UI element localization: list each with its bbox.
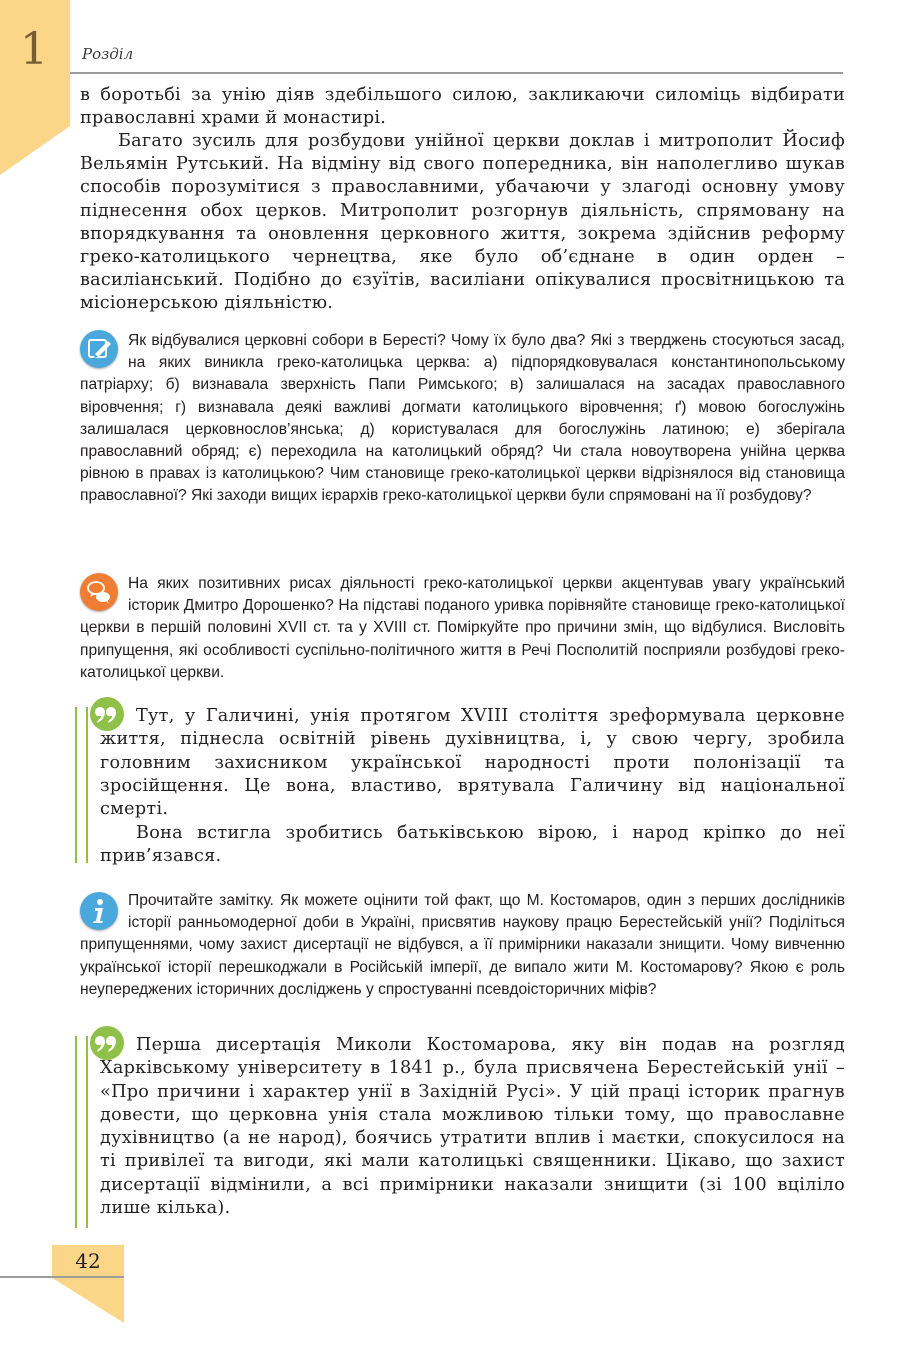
body-paragraph: в боротьбі за унію діяв здебільшого силою, закликаючи силоміць відбирати православні храми й монастирі. xyxy=(80,85,845,129)
quote-paragraph xyxy=(100,705,845,821)
quote-paragraph xyxy=(100,1034,845,1220)
task-text: Як відбувалися церковні собори в Бересті? Чому їх було два? Які з тверджень стосуються засад, на яких виникла греко-католицька церква: а) підпорядковувалася константинопольському патріарху; б) визнавала зверхність Папи Римського; в) залишалася на засадах православного віровчення; г) визнавала деякі важливі догмати католицького віровчення; ґ) мовою богослужінь залишалася церковнослов’янська; д) користувалася для богослужінь латиною; е) зберігала православний обряд; є) переходила на католицький обряд? Чи стала новоутворена унійна церква рівною в правах із католицькою? Чим становище греко-католицької церкви відрізнялося від становища православної? Які заходи вищих ієрархів греко-католицької церкви були спрямовані на її розбудову? xyxy=(80,332,845,505)
section-label: Розділ xyxy=(82,45,134,63)
body-paragraph: Багато зусиль для розбудови унійної церкви доклав і митрополит Йосиф Вельямін Рутський. На відміну від свого попередника, він наполегливо шукав способів порозумітися з православними, убачаючи у злагоді основну умову піднесення обох церков. Митрополит розгорнув діяльність, спрямовану на впорядкування та оновлення церковного життя, зокрема здійснив реформу греко-католицького чернецтва, яке було об’єднане в один орден – василіанський. Подібно до єзуїтів, василіани опікувалися просвітницькою та місіонерською діяльністю. xyxy=(80,131,845,314)
quote-text: Перша дисертація Миколи Костомарова, яку він подав на розгляд Харківському університету в 1841 р., була присвячена Берестейській унії – «Про причини і характер унії в Західній Русі». У цій праці історик прагнув довести, що церковна унія стала можливою тільки тому, що православне духівництво (а не народ), боячись утратити вплив і маєтки, спокусилося на ті привілеї та вигоди, які мали католицькі священники. Цікаво, що захист дисертації відмінили, а всі примірники наказали знищити (зі 100 вціліло лише кілька). xyxy=(100,1035,845,1219)
footer-rule xyxy=(0,1276,124,1278)
task-text: Прочитайте замітку. Як можете оцінити той факт, що М. Костомаров, один з перших дослідників історії ранньомодерної доби в Україні, присвятив наукову працю Берестейській унії? Поділіться припущеннями, чому захист дисертації не відбувся, а її примірники наказали знищити. Чому вивченню української історії перешкоджали в Російській імперії, де випало жити М. Костомарову? Якою є роль неупереджених історичних досліджень у спростуванні псевдоісторичних міфів? xyxy=(80,892,845,998)
task-text: На яких позитивних рисах діяльності греко-католицької церкви акцентував увагу український історик Дмитро Дорошенко? На підставі поданого уривка порівняйте становище греко-католицької церкви в першій половині XVII ст. та у XVIII ст. Поміркуйте про причини змін, що відбулися. Висловіть припущення, які особливості суспільно-політичного життя в Речі Посполитій посприяли розбудові греко-католицької церкви. xyxy=(80,575,845,681)
quote-paragraph: Вона встигла зробитись батьківською вірою, і народ кріпко до неї прив’язався. xyxy=(100,823,845,867)
quote-text: Тут, у Галичині, унія протягом XVIII століття зреформувала церковне життя, піднесла освітній рівень духівництва, і, у свою чергу, зробила головним захисником української народності проти полонізації та зросійщення. Це вона, властиво, врятувала Галичину від національної смерті. xyxy=(100,706,845,820)
task-question xyxy=(80,330,845,508)
header-rule xyxy=(70,72,843,74)
chapter-number: 1 xyxy=(20,24,48,75)
page-number: 42 xyxy=(75,1249,101,1273)
task-question xyxy=(80,890,845,1001)
quote-bar xyxy=(75,1036,88,1228)
task-question xyxy=(80,573,845,684)
